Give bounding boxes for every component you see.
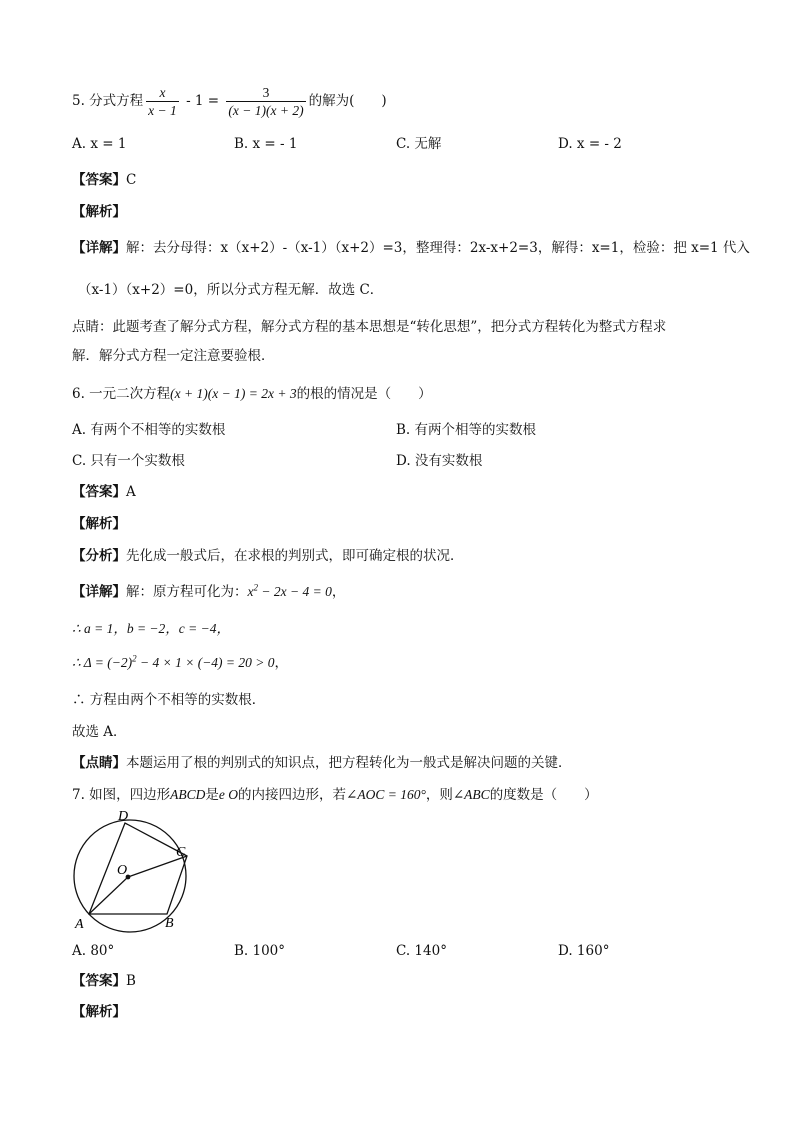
- q6-detail-equation: [248, 584, 332, 599]
- q6-detail: [72, 582, 345, 602]
- segment-ao: [89, 877, 128, 914]
- q5-answer-tag: 【答案】: [72, 172, 126, 188]
- q6-option-c: C. 只有一个实数根: [72, 453, 185, 469]
- q5-fraction-1: [146, 84, 179, 119]
- q5-comment-line1: 点睛：此题考查了解分式方程，解分式方程的基本思想是“转化思想”，把分式方程转化为整式方程求: [72, 319, 667, 335]
- q6-delta-b: − 4 × 1 × (−4) = 20 > 0: [136, 655, 275, 670]
- q6-dianjing-text: 本题运用了根的判别式的知识点，把方程转化为一般式是解决问题的关键．: [126, 755, 572, 771]
- q6-dianjing: [72, 753, 572, 773]
- q6-coef-line: ∴ a = 1，b = −2，c = −4，: [72, 621, 231, 636]
- q5-detail-line2: （x-1）（x+2）=0，所以分式方程无解．故选 C．: [78, 282, 384, 298]
- q6-detail-end: ，: [331, 584, 346, 600]
- q6-fenxi-text: 先化成一般式后，在求根的判别式，即可确定根的状况．: [126, 548, 464, 564]
- q6-option-a: A. 有两个不相等的实数根: [72, 422, 226, 438]
- q7-answer-value: B: [126, 973, 136, 989]
- q7-option-c: C. 140°: [396, 943, 447, 959]
- q7-mid1: 是: [205, 787, 219, 803]
- q5-option-d: D. x = - 2: [558, 136, 622, 152]
- q5-analysis-tag: 【解析】: [72, 204, 126, 220]
- label-d: D: [118, 809, 129, 824]
- q7-answer: [72, 971, 136, 991]
- q6-detail-eq-sup: 2: [253, 582, 258, 593]
- q7-circle-figure: [66, 806, 206, 934]
- q7-stem: [72, 785, 598, 805]
- q6-analysis-tag: 【解析】: [72, 516, 126, 532]
- q6-equation: (x + 1)(x − 1) = 2x + 3: [170, 386, 297, 401]
- q5-comment-line2: 解．解分式方程一定注意要验根．: [72, 348, 275, 364]
- q5-answer-value: C: [126, 172, 137, 188]
- q5-detail-text1: 解：去分母得：x（x+2）-（x-1）（x+2）=3，整理得：2x-x+2=3，解得：x=1，检验：把 x=1 代入: [126, 240, 750, 256]
- q7-answer-tag: 【答案】: [72, 973, 126, 989]
- q7-suffix: 的度数是（ ）: [489, 787, 598, 803]
- q6-prefix: 6. 一元二次方程: [72, 386, 171, 402]
- q7-option-b: B. 100°: [234, 943, 286, 959]
- q5-suffix: 的解为( ): [308, 93, 387, 109]
- q7-quad: ABCD: [170, 787, 206, 802]
- q5-frac2-den: (x − 1)(x + 2): [228, 103, 304, 118]
- q6-dianjing-tag: 【点睛】: [72, 755, 126, 771]
- label-b: B: [165, 916, 174, 931]
- q7-option-d: D. 160°: [558, 943, 610, 959]
- label-c: C: [176, 845, 186, 860]
- q7-analysis-tag: 【解析】: [72, 1004, 126, 1020]
- q6-detail-prefix: 解：原方程可化为：: [126, 584, 248, 600]
- q6-option-d: D. 没有实数根: [396, 453, 483, 469]
- q5-answer: [72, 170, 136, 190]
- q6-detail-eq-x: x: [247, 584, 254, 599]
- q7-angle-ask: ∠ABC: [452, 787, 490, 802]
- q5-option-b: B. x = - 1: [234, 136, 298, 152]
- q7-angle-given: ∠AOC = 160°: [346, 787, 426, 802]
- q5-frac1-den: x − 1: [148, 103, 177, 118]
- q6-option-b: B. 有两个相等的实数根: [396, 422, 537, 438]
- q7-mid3: ，则: [425, 787, 453, 803]
- q6-choose-line: 故选 A．: [72, 724, 127, 740]
- q6-detail-tag: 【详解】: [72, 584, 126, 600]
- q6-delta-line: [72, 653, 288, 673]
- q6-fenxi: [72, 546, 464, 566]
- q6-stem: [72, 384, 432, 404]
- q5-option-a: A. x = 1: [72, 136, 127, 152]
- q6-delta-a: ∴ Δ = (−2): [72, 655, 133, 670]
- q5-prefix: 5. 分式方程: [72, 93, 144, 109]
- q5-detail-tag: 【详解】: [72, 240, 126, 256]
- q7-option-a: A. 80°: [72, 943, 115, 959]
- q6-root-line: ∴ 方程由两个不相等的实数根．: [72, 692, 266, 708]
- q5-frac2-num: 3: [226, 84, 305, 102]
- q6-answer: [72, 482, 136, 502]
- label-a: A: [75, 917, 84, 932]
- q6-answer-value: A: [126, 484, 136, 500]
- q5-mid: - 1 =: [181, 93, 224, 109]
- q5-fraction-2: [226, 84, 305, 119]
- q6-delta-end: ，: [274, 655, 289, 670]
- q7-circle: e O: [218, 787, 239, 802]
- q5-option-c: C. 无解: [396, 136, 442, 152]
- q6-detail-eq-rest: − 2x − 4 = 0: [258, 584, 332, 599]
- q7-mid2: 的内接四边形，若: [238, 787, 347, 803]
- label-o: O: [117, 863, 128, 878]
- q5-detail-line1: [72, 238, 750, 258]
- q5-frac1-num: x: [146, 84, 179, 102]
- q6-fenxi-tag: 【分析】: [72, 548, 126, 564]
- q6-answer-tag: 【答案】: [72, 484, 126, 500]
- q7-prefix: 7. 如图，四边形: [72, 787, 171, 803]
- q5-stem: [72, 84, 387, 119]
- q6-delta-sup: 2: [132, 653, 137, 664]
- q6-suffix: 的根的情况是（ ）: [296, 386, 432, 402]
